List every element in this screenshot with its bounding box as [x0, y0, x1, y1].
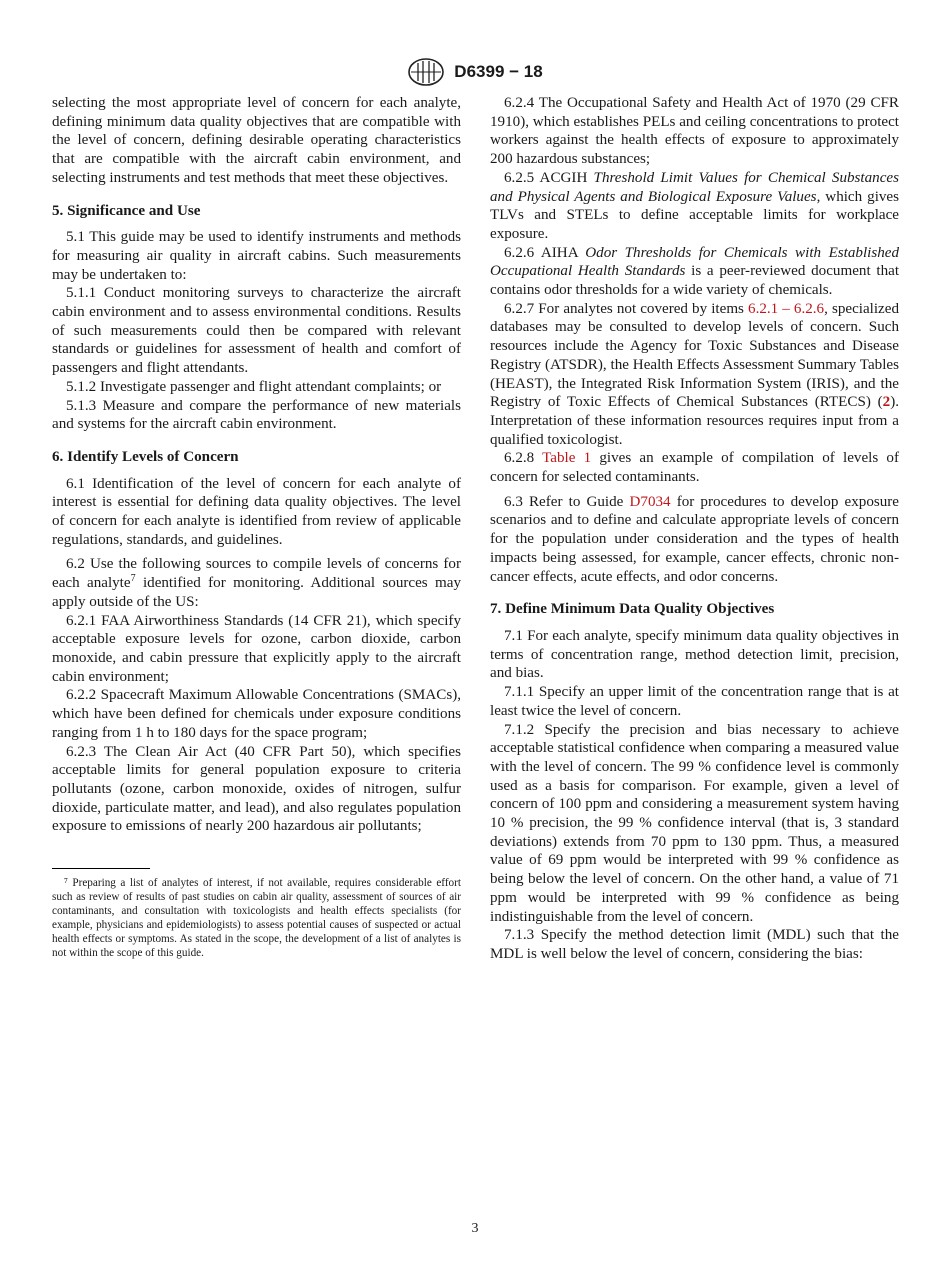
para-6-3 [490, 493, 899, 587]
para-6-2-2: 6.2.2 Spacecraft Maximum Allowable Concentrations (SMACs), which have been defined for chemicals under exposure conditions ranging from 1 h to 180 days for the space program; [52, 687, 461, 741]
para-6-2-6-tail: is a peer-reviewed document that contains odor thresholds for a wide variety of chemicals. [490, 263, 900, 299]
para-6-2 [52, 555, 461, 611]
para-6-2-7-lead: 6.2.7 For analytes not covered by items [504, 300, 749, 317]
footnote-divider [52, 868, 150, 869]
para-6-2-8-lead: 6.2.8 [504, 450, 543, 467]
para-6-2-text-cont: identified for monitoring. Additional sources may apply outside of the US: [52, 575, 462, 610]
para-6-2-5-tail: , which gives TLVs and STELs to define acceptable limits for workplace exposure. [490, 188, 900, 242]
aiha-title: Odor Thresholds for Chemicals with Established Occupational Health Standards [490, 244, 900, 280]
para-5-1-1: 5.1.1 Conduct monitoring surveys to characterize the aircraft cabin environment and to assess environmental conditions. Results of such measurements could then be compared with relevant standards or guidelines for assessment of health and comfort of passengers and flight attendants. [52, 285, 461, 377]
footnote-ref-7[interactable]: 7 [130, 573, 136, 585]
para-6-2-4: 6.2.4 The Occupational Safety and Health Act of 1970 (29 CFR 1910), which establishes PELs and ceiling concentrations to protect workers against the health effects of exposure to approximately 200 hazardous substances; [490, 95, 899, 168]
para-6-1: 6.1 Identification of the level of concern for each analyte of interest is essential for defining data quality objectives. The level of concern for each analyte is identified from review of applicable regulations, standards, and guidelines. [52, 475, 461, 548]
para-6-2-7 [490, 300, 899, 450]
page-header [0, 57, 950, 87]
page-number: 3 [471, 1221, 479, 1236]
para-6-2-5 [490, 169, 899, 244]
section-5-heading: 5. Significance and Use [52, 202, 201, 219]
para-6-2-6-lead: 6.2.6 AIHA [504, 244, 586, 261]
right-column [490, 94, 899, 964]
acgih-title: Threshold Limit Values for Chemical Substances and Physical Agents and Biological Exposure Values [490, 169, 899, 205]
para-5-1-3: 5.1.3 Measure and compare the performance of new materials and systems for the aircraft cabin environment. [52, 397, 461, 433]
astm-logo-icon [407, 57, 445, 87]
para-7-1: 7.1 For each analyte, specify minimum data quality objectives in terms of concentration range, method detection limit, precision, and bias. [490, 627, 899, 682]
para-6-2-5-lead: 6.2.5 ACGIH [504, 169, 594, 186]
para-6-2-7-body: , specialized databases may be consulted to develop levels of concern. Such resources include the Agency for Toxic Substances and Disease Registry (ATSDR), the Health Effects Assessment Summary Tables (HEAST), the Integrated Risk Information System (IRIS), and the Registry of Toxic Effects of Chemical Substances (RTECS) ( [490, 300, 900, 411]
para-6-3-lead: 6.3 Refer to Guide [504, 493, 630, 510]
table-1-link[interactable]: Table 1 [542, 450, 592, 467]
para-6-2-7-tail: ). Interpretation of these information resources requires input from a qualified toxicologist. [490, 394, 899, 448]
para-5-1: 5.1 This guide may be used to identify instruments and methods for measuring air quality in aircraft cabins. Such measurements may be undertaken to: [52, 229, 461, 283]
section-7-heading: 7. Define Minimum Data Quality Objectives [490, 601, 775, 618]
left-column [52, 94, 461, 960]
para-6-2-6 [490, 244, 899, 300]
intro-paragraph: selecting the most appropriate level of concern for each analyte, defining minimum data quality objectives that are compatible with the level of concern, defining desirable operating characteristics that are compatible with the aircraft cabin environment, and selecting instruments and test methods that meet these objectives. [52, 95, 461, 186]
document-id: D6399 − 18 [454, 62, 543, 81]
para-6-2-3: 6.2.3 The Clean Air Act (40 CFR Part 50), which specifies acceptable limits for general population exposure to criteria pollutants (ozone, carbon monoxide, oxides of nitrogen, sulfur dioxide, particulate matter, and lead), and also regulates population exposure to emissions of nearly 200 hazardous air pollutants; [52, 743, 461, 835]
para-6-2-text: 6.2 Use the following sources to compile levels of concerns for each analyte [52, 556, 461, 592]
reference-2-link[interactable]: 2 [882, 394, 891, 411]
para-7-1-3: 7.1.3 Specify the method detection limit (MDL) such that the MDL is well below the level of concern, considering the bias: [490, 927, 899, 962]
items-range-link[interactable]: 6.2.1 – 6.2.6 [748, 300, 825, 317]
para-6-2-1: 6.2.1 FAA Airworthiness Standards (14 CFR 21), which specify acceptable exposure levels for ozone, carbon dioxide, carbon monoxide, and cabin pressure that explicitly apply to the aircraft cabin environment; [52, 612, 461, 685]
footnote-7: ⁷ Preparing a list of analytes of interest, if not available, requires considerable effort such as review of results of past studies on cabin air quality, assessment of sources of air contaminants, and consultation with toxicologists and health effects specialists (for example, physicians and epidemiologists) to assess potential causes of suspected or actual health effects or symptoms. As stated in the scope, the development of a list of analytes is not within the scope of this guide. [52, 877, 461, 960]
para-7-1-1: 7.1.1 Specify an upper limit of the concentration range that is at least twice the level of concern. [490, 684, 899, 719]
para-6-3-tail: for procedures to develop exposure scenarios and to define and calculate appropriate levels of concern for the population under consideration and the types of health impacts being assessed, for example, cancer effects, chronic non-cancer effects, acute effects, and odor concerns. [490, 493, 900, 585]
para-7-1-2: 7.1.2 Specify the precision and bias necessary to achieve acceptable statistical confidence when comparing a measured value with the level of concern. The 99 % confidence level is commonly used as a basis for comparison. For example, given a level of concern of 100 ppm and considering a measurement system having 10 % precision, the 99 % confidence interval (that is, 3 standard deviations) extends from 70 ppm to 130 ppm. Thus, a measured value of 69 ppm would be interpreted with 99 % confidence as being below the level of concern. On the other hand, a value of 71 ppm would be interpreted with 99 % confidence as being indistinguishable from the level of concern. [490, 721, 899, 925]
para-6-2-8 [490, 449, 899, 486]
para-6-2-8-tail: gives an example of compilation of levels of concern for selected contaminants. [490, 450, 899, 486]
para-5-1-2: 5.1.2 Investigate passenger and flight attendant complaints; or [66, 378, 442, 395]
d7034-link[interactable]: D7034 [629, 493, 671, 510]
section-6-heading: 6. Identify Levels of Concern [52, 448, 239, 465]
